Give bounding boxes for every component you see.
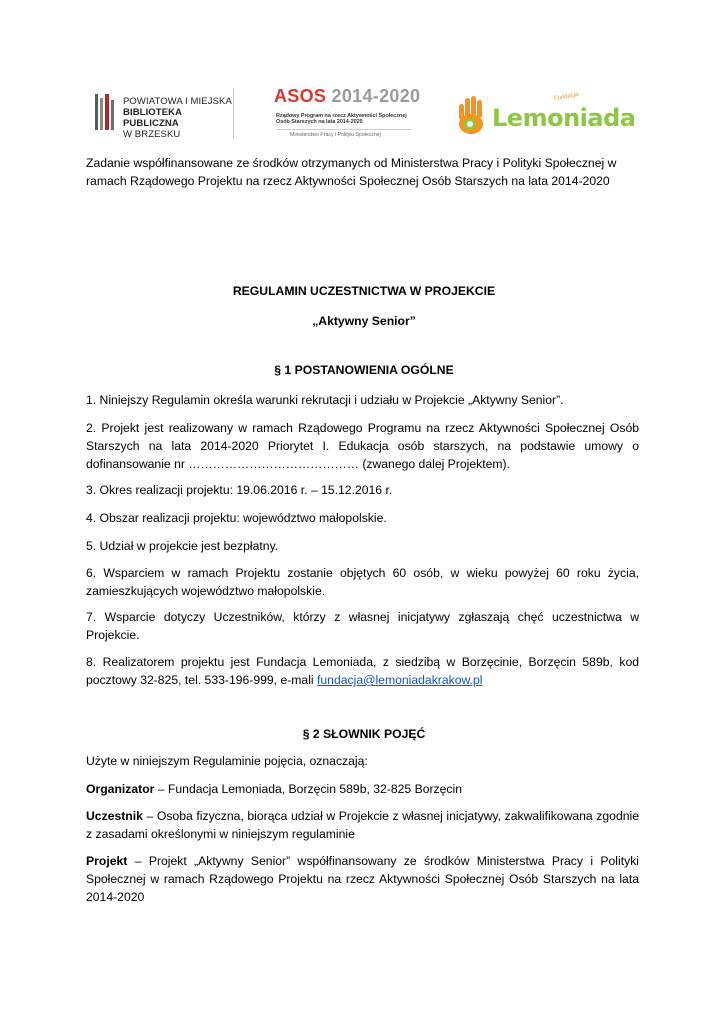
asos-logo	[274, 88, 424, 142]
lemoniada-fund-word: Fundacja	[553, 91, 580, 103]
document-title: REGULAMIN UCZESTNICTWA W PROJEKCIE	[232, 284, 496, 298]
biblioteka-logo	[94, 88, 239, 138]
definition-organizator-term: Organizator	[86, 782, 155, 796]
section2-heading: § 2 SŁOWNIK POJĘĆ	[302, 727, 426, 741]
section1-paragraph-8	[86, 653, 639, 689]
section1-paragraph-1: 1. Niniejszy Regulamin określa warunki rekrutacji i udziału w Projekcie „Aktywny Senior”.	[86, 393, 564, 407]
section1-paragraph-6: 6. Wsparciem w ramach Projektu zostanie objętych 60 osób, w wieku powyżej 60 roku życia, zamieszkujących województwo małopolskie.	[86, 566, 639, 598]
asos-title-red: ASOS	[274, 86, 327, 106]
section1-paragraph-4: 4. Obszar realizacji projektu: województwo małopolskie.	[86, 511, 387, 525]
definition-organizator-text: – Fundacja Lemoniada, Borzęcin 589b, 32-825 Borzęcin	[154, 782, 462, 796]
definition-uczestnik-term: Uczestnik	[86, 809, 143, 823]
asos-title	[274, 86, 420, 107]
biblioteka-line2: BIBLIOTEKA PUBLICZNA	[123, 107, 182, 129]
definition-projekt-term: Projekt	[86, 854, 128, 868]
asos-divider	[276, 129, 412, 130]
funding-note-line2: ramach Rządowego Projektu na rzecz Aktywności Społecznej Osób Starszych na lata 2014-2020	[86, 174, 610, 188]
lemoniada-name: Lemoniada	[492, 104, 636, 132]
biblioteka-line3: W BRZESKU	[123, 129, 181, 140]
hand-icon	[456, 94, 490, 138]
asos-ministry: Ministerstwo Pracy i Polityki Społecznej	[290, 132, 381, 138]
definition-uczestnik-text: – Osoba fizyczna, biorąca udział w Projekcie z własnej inicjatywy, zakwalifikowana zgodnie z zasadami określonymi w niniejszym regulaminie	[86, 809, 639, 841]
section1-paragraph-7: 7. Wsparcie dotyczy Uczestników, którzy z własnej inicjatywy zgłaszają chęć uczestnictwa w Projekcie.	[86, 610, 639, 642]
section1-paragraph-2: 2. Projekt jest realizowany w ramach Rządowego Programu na rzecz Aktywności Społecznej Osób Starszych na lata 2014-2020 Priorytet I. Edukacja osób starszych, na podstawie umowy o dofinansowanie nr …………………………………… (zwanego dalej Projektem).	[86, 421, 639, 471]
section1-heading: § 1 POSTANOWIENIA OGÓLNE	[274, 363, 454, 377]
asos-subtitle-line2: Osób Starszych na lata 2014-2020	[276, 119, 363, 126]
definition-projekt-text: – Projekt „Aktywny Senior” współfinansowany ze środków Ministerstwa Pracy i Polityki Społecznej w ramach Rządowego Projektu na rzecz Aktywności Społecznej Osób Starszych na lata 2014-2020	[86, 854, 639, 904]
section1-paragraph-8-text: 8. Realizatorem projektu jest Fundacja Lemoniada, z siedzibą w Borzęcinie, Borzęcin 589b, kod pocztowy 32-825, tel. 533-196-999, e-mali	[86, 655, 639, 687]
section2-intro: Użyte w niniejszym Regulaminie pojęcia, oznaczają:	[86, 754, 368, 768]
asos-title-years: 2014-2020	[331, 86, 421, 106]
asos-subtitle-line1: Rządowy Program na rzecz Aktywności Społecznej	[276, 113, 407, 119]
project-name: „Aktywny Senior”	[312, 314, 416, 328]
logo-header	[0, 84, 725, 144]
biblioteka-logo-text	[123, 96, 239, 140]
lemoniada-logo	[456, 91, 636, 144]
section1-paragraph-5: 5. Udział w projekcie jest bezpłatny.	[86, 539, 279, 553]
asos-subtitle	[276, 113, 407, 125]
funding-note-line1: Zadanie współfinansowane ze środków otrzymanych od Ministerstwa Pracy i Polityki Społecznej w	[86, 156, 617, 170]
biblioteka-line1: POWIATOWA I MIEJSKA	[123, 96, 232, 107]
definition-uczestnik	[86, 807, 639, 843]
section1-paragraph-3: 3. Okres realizacji projektu: 19.06.2016 r. – 15.12.2016 r.	[86, 483, 393, 497]
library-stripes-icon	[94, 94, 118, 130]
biblioteka-divider	[233, 88, 234, 138]
definition-organizator	[86, 780, 639, 798]
funding-note	[86, 154, 646, 190]
definition-projekt	[86, 852, 639, 906]
contact-email-link[interactable]: fundacja@lemoniadakrakow.pl	[317, 673, 483, 687]
